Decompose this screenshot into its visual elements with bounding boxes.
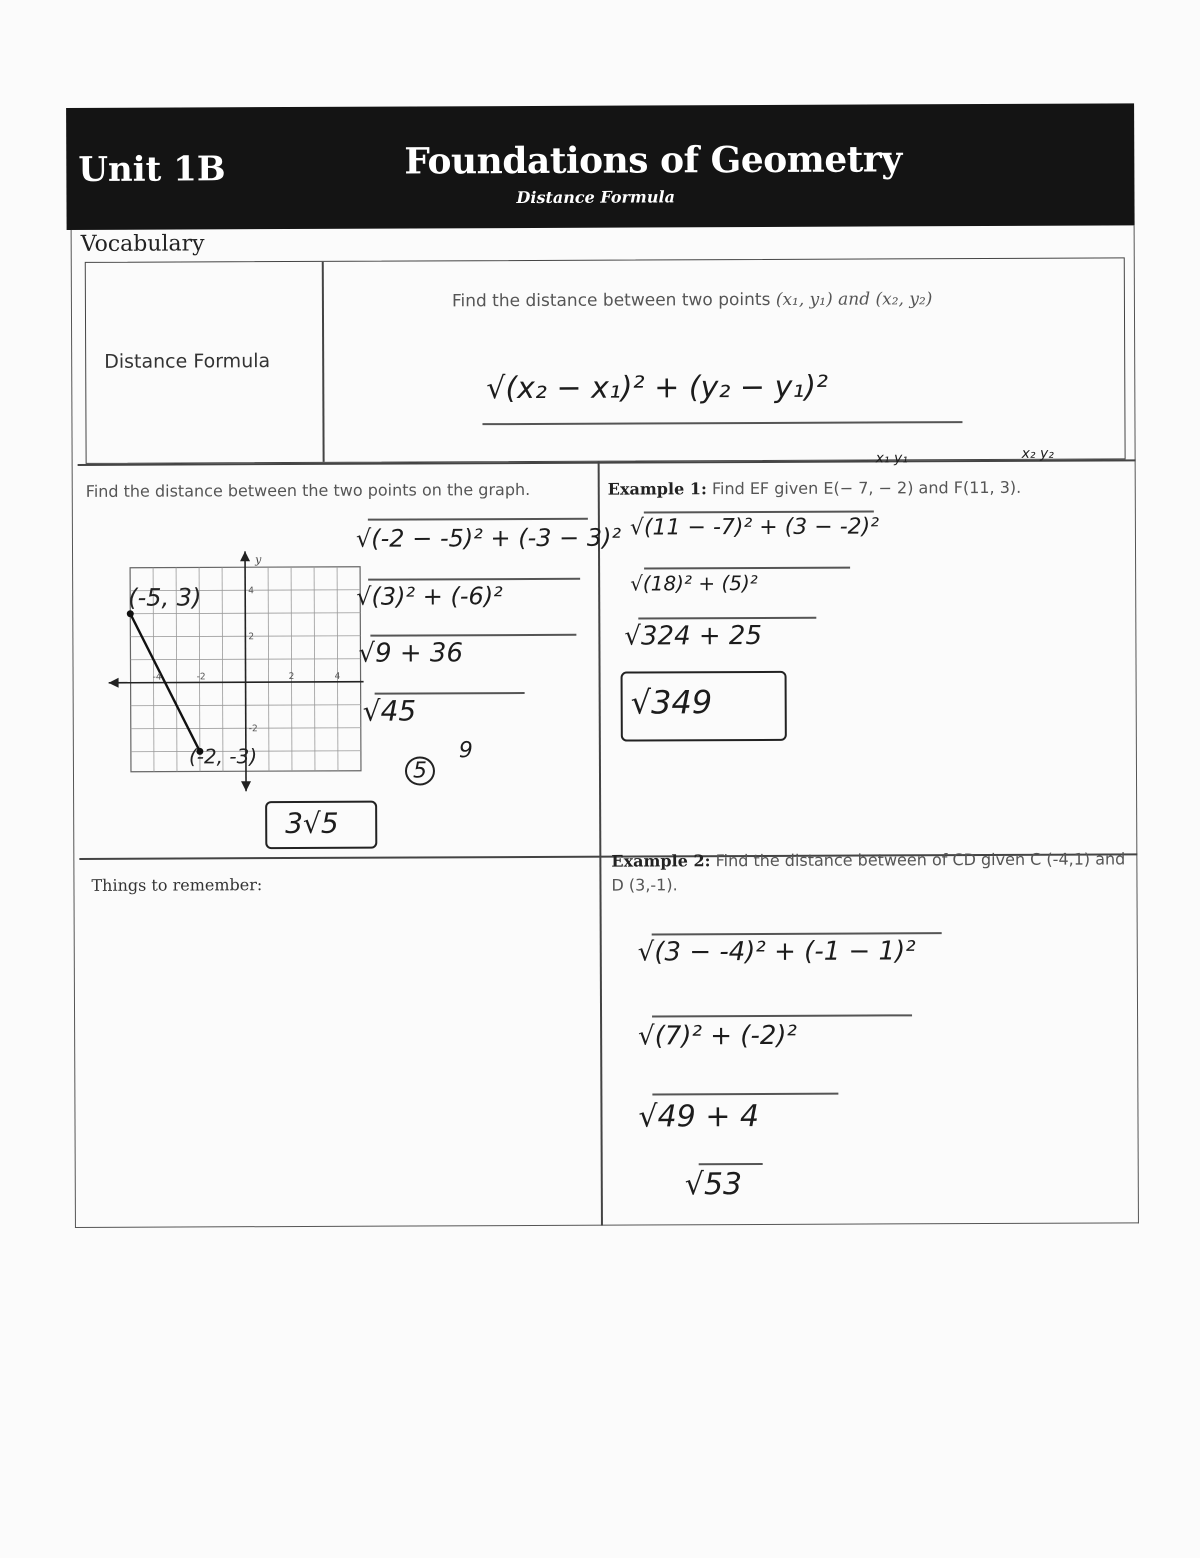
tick-label: -2 bbox=[248, 724, 258, 735]
tick-label: -2 bbox=[196, 672, 206, 683]
header-banner bbox=[66, 103, 1135, 230]
graph-work-step-1: √(-2 − -5)² + (-3 − 3)² bbox=[355, 523, 622, 553]
example1-work-step-3: √324 + 25 bbox=[624, 620, 763, 652]
coordinate-graph bbox=[108, 551, 369, 802]
example2-text: Find the distance between of CD given C (-4,1) and D (3,-1). bbox=[611, 849, 1126, 895]
tick-label: -4 bbox=[152, 672, 162, 683]
factor-other: 9 bbox=[458, 738, 473, 764]
graph-answer-box bbox=[265, 801, 377, 849]
things-to-remember-label bbox=[91, 873, 262, 898]
example2-prompt bbox=[611, 847, 1131, 897]
tick-label: 4 bbox=[334, 671, 341, 682]
vocabulary-box bbox=[85, 257, 1126, 467]
x-axis bbox=[109, 682, 364, 683]
example2-work-step-4: √53 bbox=[684, 1167, 743, 1203]
example1-text: Find EF given E(− 7, − 2) and F(11, 3). bbox=[711, 477, 1022, 499]
example2-work-step-2: √(7)² + (-2)² bbox=[638, 1020, 797, 1052]
graph-work-step-2: √(3)² + (-6)² bbox=[356, 582, 503, 611]
example1-label: Example 1: bbox=[607, 479, 707, 499]
ex2-sqrt-bar-4 bbox=[699, 1163, 763, 1165]
vocabulary-definition bbox=[452, 289, 933, 311]
example1-answer: √349 bbox=[630, 683, 713, 722]
distance-formula-handwritten: √(x₂ − x₁)² + (y₂ − y₁)² bbox=[486, 369, 829, 407]
example1-annotation-e: x₁ y₁ bbox=[875, 450, 908, 467]
vocabulary-term: Distance Formula bbox=[104, 350, 271, 373]
definition-text: Find the distance between two points bbox=[451, 289, 771, 312]
example2-work-step-1: √(3 − -4)² + (-1 − 1)² bbox=[637, 936, 916, 968]
example1-prompt bbox=[608, 475, 1108, 501]
worksheet bbox=[66, 85, 1143, 1230]
x-axis-arrow-icon bbox=[109, 678, 119, 688]
tick-label: 4 bbox=[248, 586, 254, 597]
example2-label: Example 2: bbox=[611, 851, 711, 871]
example1-work-step-2: √(18)² + (5)² bbox=[630, 570, 758, 596]
example1-answer-box bbox=[621, 671, 787, 742]
tick-label: 2 bbox=[288, 672, 295, 683]
point-b-label: (-2, -3) bbox=[188, 744, 258, 769]
tick-label: 2 bbox=[248, 632, 255, 643]
vocabulary-heading: Vocabulary bbox=[80, 231, 205, 257]
page-subtitle: Distance Formula bbox=[516, 187, 675, 208]
y-axis-arrow-up-icon bbox=[240, 551, 250, 561]
graph-work-step-4: √45 bbox=[362, 694, 417, 728]
unit-label: Unit 1B bbox=[78, 149, 226, 190]
example1-work-step-1: √(11 − -7)² + (3 − -2)² bbox=[629, 514, 880, 541]
example1-annotation-f: x₂ y₂ bbox=[1021, 445, 1054, 462]
y-axis-label: y bbox=[255, 553, 262, 567]
graph-problem-prompt: Find the distance between the two points on the graph. bbox=[85, 479, 531, 501]
things-to-remember-text: Things to remember: bbox=[91, 875, 263, 895]
y-axis-arrow-down-icon bbox=[241, 781, 251, 791]
graph-work-step-3: √9 + 36 bbox=[358, 638, 464, 669]
vocabulary-divider bbox=[322, 262, 324, 462]
example2-work-step-3: √49 + 4 bbox=[638, 1098, 760, 1135]
page-title: Foundations of Geometry bbox=[404, 138, 902, 183]
point-a-label: (-5, 3) bbox=[128, 583, 202, 612]
graph-answer: 3√5 bbox=[285, 806, 339, 841]
factor-circled: 5 bbox=[405, 756, 435, 785]
formula-underline bbox=[482, 421, 962, 425]
definition-points: (x₁, y₁) and (x₂, y₂) bbox=[775, 289, 933, 310]
